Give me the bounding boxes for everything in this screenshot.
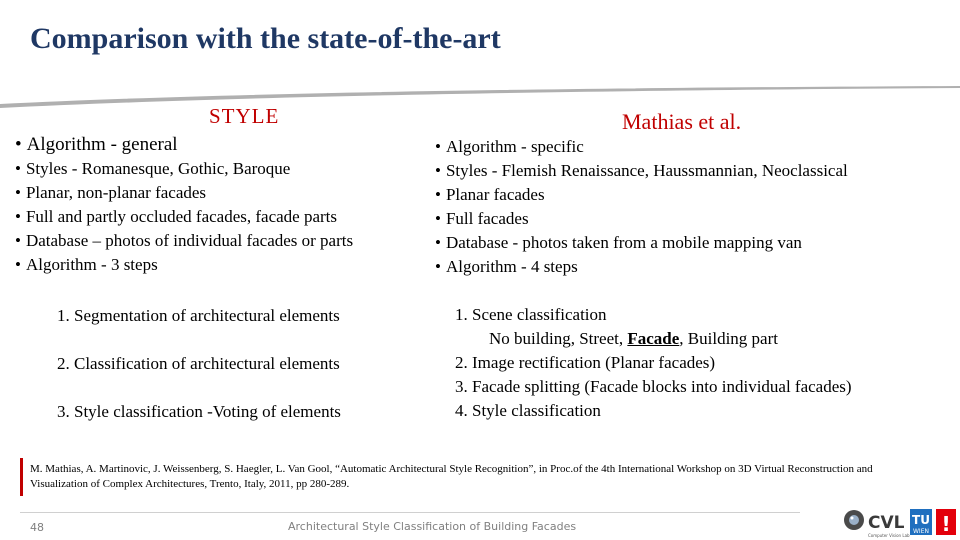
footer-title: Architectural Style Classification of Building Facades	[288, 520, 577, 533]
left-bullet: • Algorithm - 3 steps	[15, 253, 353, 277]
title-underline	[0, 86, 960, 108]
subitem-text: , Building part	[679, 329, 778, 348]
left-heading: STYLE	[209, 104, 280, 128]
reference-accent-bar	[20, 458, 23, 496]
left-bullet: • Planar, non-planar facades	[15, 181, 353, 205]
page-number: 48	[30, 521, 44, 534]
left-step: 3. Style classification -Voting of elements	[57, 402, 341, 421]
right-step: 4. Style classification	[455, 401, 601, 420]
logo-tu: TU	[912, 513, 930, 527]
cvl-tu-wien-logo	[840, 505, 958, 539]
right-step-subitems	[455, 327, 852, 351]
right-heading: Mathias et al.	[622, 109, 742, 134]
subitem-text: No building, Street,	[489, 329, 628, 348]
left-bullet-list	[15, 133, 353, 277]
left-step: 2. Classification of architectural elements	[57, 354, 340, 373]
left-bullet: • Algorithm - general	[15, 133, 353, 157]
left-bullet: • Styles - Romanesque, Gothic, Baroque	[15, 157, 353, 181]
right-bullet: • Styles - Flemish Renaissance, Haussmannian, Neoclassical	[435, 159, 848, 183]
left-bullet: • Database – photos of individual facades or parts	[15, 229, 353, 253]
logo-subtitle: Computer Vision Lab	[868, 533, 910, 538]
left-step: 1. Segmentation of architectural elements	[57, 306, 340, 325]
right-step: 1. Scene classification	[455, 305, 607, 324]
logo-mark: !	[941, 512, 951, 536]
subitem-highlight: Facade	[627, 329, 680, 348]
right-bullet: • Planar facades	[435, 183, 848, 207]
footer-divider	[20, 512, 800, 513]
logo-cvl: CVL	[868, 513, 905, 533]
logo-wien: WIEN	[913, 528, 929, 535]
right-step: 3. Facade splitting (Facade blocks into individual facades)	[455, 377, 852, 396]
right-bullet: • Full facades	[435, 207, 848, 231]
right-bullet: • Algorithm - specific	[435, 135, 848, 159]
right-bullet: • Database - photos taken from a mobile mapping van	[435, 231, 848, 255]
reference-citation: M. Mathias, A. Martinovic, J. Weissenberg, S. Haegler, L. Van Gool, “Automatic Architectural Style Recognition”, in Proc.of the 4th International Workshop on 3D Virtual Reconstruction and Visualization of Complex Architectures, Trento, Italy, 2011, pp 280-289.	[30, 463, 873, 490]
right-bullet-list	[435, 135, 848, 279]
slide-title: Comparison with the state-of-the-art	[30, 22, 501, 55]
right-step-list	[455, 303, 852, 423]
right-bullet: • Algorithm - 4 steps	[435, 255, 848, 279]
left-bullet: • Full and partly occluded facades, facade parts	[15, 205, 353, 229]
right-step: 2. Image rectification (Planar facades)	[455, 353, 716, 372]
